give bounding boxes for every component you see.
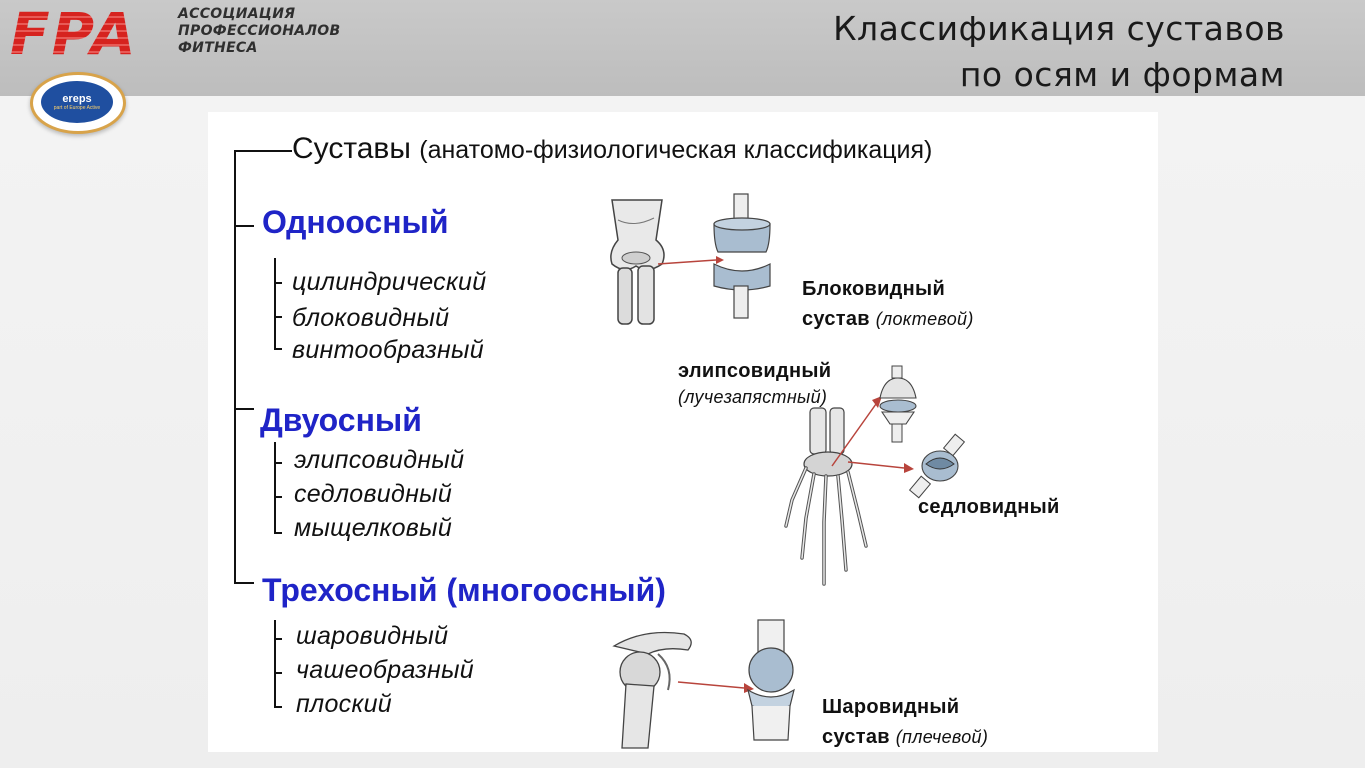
ereps-badge (30, 72, 126, 134)
label-ellipsoid-note: (лучезапястный) (678, 387, 828, 407)
subtree-tick (274, 496, 282, 498)
label-elbow-line-2-text: сустав (802, 308, 870, 330)
category-uniaxial: Одноосный (262, 204, 449, 240)
ereps-badge-label: ereps (62, 93, 92, 105)
diagram-root-note: (анатомо-физиологическая классификация) (419, 136, 933, 164)
type-helical: винтообразный (292, 336, 484, 364)
tree-branch-biaxial (234, 408, 254, 410)
type-cylindrical: цилиндрический (292, 268, 487, 296)
category-triaxial: Трехосный (многоосный) (262, 572, 666, 608)
org-line-3: ФИТНЕСА (178, 40, 258, 56)
tree-root-branch (234, 150, 292, 152)
org-line-1: АССОЦИАЦИЯ (178, 6, 296, 22)
org-line-2: ПРОФЕССИОНАЛОВ (178, 23, 341, 39)
label-elbow-note: (локтевой) (875, 309, 974, 329)
tree-trunk-line (234, 150, 236, 584)
slide-title (833, 6, 1285, 98)
diagram-panel (208, 112, 1158, 752)
header (0, 0, 1365, 96)
saddle-joint-model (908, 434, 972, 500)
subtree-tick (274, 282, 282, 284)
subtree-tick (274, 462, 282, 464)
slide-title-line-2: по осям и формам (959, 55, 1285, 94)
ereps-badge-inner (41, 81, 113, 123)
label-ellipsoid: элипсовидный (678, 360, 832, 382)
label-ball-line-2-text: сустав (822, 726, 890, 748)
subtree-line-biaxial (274, 442, 276, 534)
hinge-joint-model (708, 194, 778, 318)
category-biaxial: Двуосный (260, 402, 422, 438)
subtree-line-triaxial (274, 620, 276, 708)
type-condylar: мыщелковый (294, 514, 453, 542)
type-trochlear: блоковидный (292, 304, 450, 332)
label-ball-line-1: Шаровидный (822, 696, 960, 718)
subtree-tick (274, 348, 282, 350)
ball-joint-model (744, 620, 800, 744)
label-ball-note: (плечевой) (895, 727, 989, 747)
tree-branch-triaxial (234, 582, 254, 584)
label-ellipsoid-note-wrap (678, 386, 827, 409)
label-ball-line-2 (822, 726, 988, 749)
label-elbow-line-2 (802, 308, 974, 331)
subtree-tick (274, 532, 282, 534)
subtree-tick (274, 316, 282, 318)
ereps-badge-sublabel: part of Europe Active (53, 105, 101, 111)
fpa-logo: FPA (10, 0, 138, 68)
slide-title-line-1: Классификация суставов (833, 9, 1285, 48)
type-plane: плоский (296, 690, 392, 718)
subtree-line-uniaxial (274, 258, 276, 350)
diagram-heading (292, 132, 932, 166)
subtree-tick (274, 706, 282, 708)
label-saddle: седловидный (918, 496, 1060, 518)
subtree-tick (274, 672, 282, 674)
type-cotyloid: чашеобразный (296, 656, 475, 684)
organization-name (178, 6, 340, 57)
label-elbow-line-1: Блоковидный (802, 278, 946, 300)
tree-branch-uniaxial (234, 225, 254, 227)
subtree-tick (274, 638, 282, 640)
diagram-root: Суставы (292, 132, 411, 165)
type-saddle: седловидный (294, 480, 453, 508)
type-ellipsoid: элипсовидный (294, 446, 465, 474)
type-spherical: шаровидный (296, 622, 449, 650)
